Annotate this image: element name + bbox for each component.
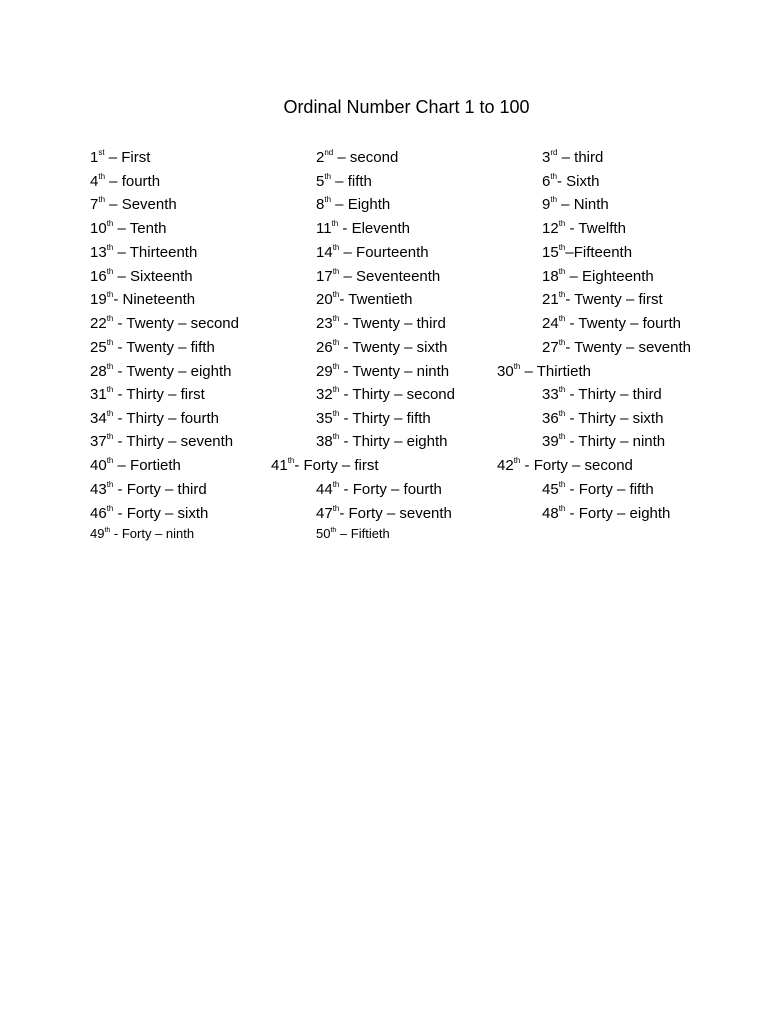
ordinal-number: 22 [90,315,107,332]
ordinal-number: 7 [90,196,99,213]
ordinal-number: 9 [542,196,551,213]
ordinal-entry [542,314,681,334]
ordinal-word: – fifth [331,173,372,190]
ordinal-word: – Fourteenth [339,244,429,261]
ordinal-word: - Nineteenth [113,291,196,308]
ordinal-number: 21 [542,291,559,308]
ordinal-suffix: th [104,526,111,534]
ordinal-suffix: th [106,432,114,441]
ordinal-word: - Twenty – seventh [565,339,691,356]
ordinal-number: 43 [90,481,107,498]
ordinal-suffix: th [106,385,114,394]
ordinal-word: – second [333,149,399,166]
ordinal-word: - Forty – eighth [565,505,671,522]
ordinal-word: - Twenty – sixth [339,339,448,356]
ordinal-entry [542,219,626,239]
chart-row [0,524,768,546]
ordinal-entry [90,338,215,358]
ordinal-entry [90,362,231,382]
ordinal-word: - Twenty – eighth [113,363,232,380]
ordinal-word: – Fiftieth [336,526,390,541]
ordinal-number: 47 [316,505,333,522]
ordinal-suffix: th [106,314,114,323]
ordinal-suffix: th [106,504,114,513]
chart-row [0,267,768,289]
ordinal-suffix: th [106,267,114,276]
chart-row [0,338,768,360]
ordinal-suffix: th [332,504,340,513]
ordinal-suffix: th [106,456,114,465]
ordinal-suffix: th [106,338,114,347]
ordinal-suffix: th [558,409,566,418]
ordinal-number: 25 [90,339,107,356]
ordinal-suffix: th [332,338,340,347]
ordinal-entry [316,409,431,429]
ordinal-suffix: th [106,362,114,371]
ordinal-suffix: th [330,526,337,534]
ordinal-entry [90,219,166,239]
ordinal-word: - Forty – fifth [565,481,654,498]
ordinal-word: - Twenty – third [339,315,446,332]
ordinal-suffix: th [106,409,114,418]
ordinal-entry [316,338,447,358]
ordinal-number: 35 [316,410,333,427]
ordinal-suffix: th [287,456,295,465]
ordinal-number: 42 [497,457,514,474]
chart-row [0,243,768,265]
ordinal-suffix: th [332,409,340,418]
ordinal-suffix: th [558,338,566,347]
ordinal-number: 15 [542,244,559,261]
ordinal-suffix: th [332,362,340,371]
ordinal-word: - Twenty – first [565,291,663,308]
ordinal-suffix: st [98,148,105,157]
ordinal-word: - Forty – seventh [339,505,452,522]
chart-row [0,219,768,241]
ordinal-number: 26 [316,339,333,356]
ordinal-word: - Thirty – ninth [565,433,666,450]
ordinal-entry [316,524,390,544]
ordinal-suffix: th [324,195,332,204]
ordinal-suffix: th [332,480,340,489]
ordinal-number: 8 [316,196,325,213]
ordinal-entry [316,243,429,263]
ordinal-number: 5 [316,173,325,190]
ordinal-entry [90,172,160,192]
ordinal-suffix: th [332,314,340,323]
ordinal-entry [90,456,181,476]
ordinal-entry [542,480,654,500]
ordinal-word: - Thirty – sixth [565,410,664,427]
ordinal-suffix: th [558,314,566,323]
ordinal-word: - Forty – fourth [339,481,442,498]
ordinal-word: - Twenty – fifth [113,339,215,356]
ordinal-word: – Fortieth [113,457,181,474]
ordinal-number: 32 [316,386,333,403]
chart-row [0,314,768,336]
ordinal-number: 14 [316,244,333,261]
ordinal-suffix: th [513,362,521,371]
ordinal-suffix: rd [550,148,558,157]
ordinal-number: 6 [542,173,551,190]
ordinal-word: - Forty – third [113,481,207,498]
ordinal-entry [542,290,663,310]
chart-row [0,456,768,478]
chart-row [0,362,768,384]
ordinal-word: - Twelfth [565,220,626,237]
ordinal-suffix: th [558,432,566,441]
ordinal-entry [316,504,452,524]
ordinal-entry [497,362,591,382]
ordinal-suffix: th [332,267,340,276]
ordinal-number: 30 [497,363,514,380]
ordinal-entry [542,243,632,263]
ordinal-entry [90,314,239,334]
ordinal-number: 4 [90,173,99,190]
chart-row [0,195,768,217]
ordinal-entry [542,338,691,358]
ordinal-suffix: th [550,195,558,204]
ordinal-suffix: th [332,385,340,394]
ordinal-number: 41 [271,457,288,474]
ordinal-number: 27 [542,339,559,356]
ordinal-word: - Forty – ninth [110,526,195,541]
ordinal-entry [90,524,194,544]
chart-row [0,290,768,312]
ordinal-number: 31 [90,386,107,403]
ordinal-entry [271,456,379,476]
ordinal-word: –Fifteenth [565,244,633,261]
ordinal-number: 50 [316,526,331,541]
chart-row [0,480,768,502]
ordinal-word: - Forty – first [294,457,379,474]
ordinal-word: - Forty – sixth [113,505,209,522]
ordinal-suffix: th [558,267,566,276]
ordinal-number: 17 [316,268,333,285]
ordinal-number: 10 [90,220,107,237]
ordinal-word: - Thirty – third [565,386,662,403]
ordinal-entry [316,362,449,382]
ordinal-suffix: th [106,219,114,228]
ordinal-number: 40 [90,457,107,474]
ordinal-number: 45 [542,481,559,498]
ordinal-suffix: th [324,172,332,181]
ordinal-suffix: th [98,195,106,204]
ordinal-entry [316,148,398,168]
ordinal-word: - Twentieth [339,291,413,308]
ordinal-entry [90,243,197,263]
ordinal-word: - Thirty – fifth [339,410,431,427]
ordinal-number: 39 [542,433,559,450]
chart-row [0,148,768,170]
ordinal-entry [542,195,609,215]
ordinal-word: – Ninth [557,196,609,213]
ordinal-word: - Twenty – fourth [565,315,681,332]
ordinal-number: 34 [90,410,107,427]
ordinal-suffix: th [558,480,566,489]
ordinal-entry [90,290,195,310]
ordinal-entry [316,480,442,500]
ordinal-suffix: th [332,432,340,441]
ordinal-suffix: th [98,172,106,181]
ordinal-number: 44 [316,481,333,498]
page-title: Ordinal Number Chart 1 to 100 [283,97,530,117]
ordinal-word: – Sixteenth [113,268,193,285]
ordinal-number: 46 [90,505,107,522]
ordinal-number: 11 [316,220,332,237]
ordinal-entry [316,432,447,452]
ordinal-number: 24 [542,315,559,332]
ordinal-number: 23 [316,315,333,332]
ordinal-number: 19 [90,291,107,308]
ordinal-word: - Thirty – fourth [113,410,219,427]
ordinal-number: 2 [316,149,325,166]
chart-row [0,385,768,407]
ordinal-number: 48 [542,505,559,522]
ordinal-entry [542,409,663,429]
ordinal-word: - Eleventh [338,220,410,237]
chart-row [0,504,768,526]
ordinal-suffix: th [558,504,566,513]
chart-row [0,172,768,194]
ordinal-number: 13 [90,244,107,261]
ordinal-number: 49 [90,526,105,541]
ordinal-entry [316,172,372,192]
ordinal-suffix: nd [324,148,334,157]
ordinal-word: - Thirty – first [113,386,205,403]
ordinal-suffix: th [332,243,340,252]
ordinal-entry [542,504,670,524]
ordinal-word: – Eighteenth [565,268,654,285]
ordinal-number: 16 [90,268,107,285]
ordinal-suffix: th [106,243,114,252]
ordinal-word: - Thirty – second [339,386,455,403]
ordinal-entry [90,504,208,524]
ordinal-word: – fourth [105,173,161,190]
ordinal-number: 12 [542,220,559,237]
ordinal-number: 1 [90,149,99,166]
ordinal-number: 18 [542,268,559,285]
ordinal-entry [316,290,412,310]
ordinal-number: 28 [90,363,107,380]
ordinal-entry [542,172,600,192]
ordinal-entry [316,314,446,334]
ordinal-entry [542,267,654,287]
ordinal-word: – Eighth [331,196,391,213]
ordinal-entry [316,385,455,405]
ordinal-suffix: th [558,219,566,228]
ordinal-word: - Twenty – ninth [339,363,450,380]
ordinal-entry [90,409,219,429]
ordinal-word: – Tenth [113,220,167,237]
ordinal-entry [90,195,177,215]
ordinal-word: – First [104,149,151,166]
ordinal-entry [90,267,193,287]
ordinal-number: 36 [542,410,559,427]
ordinal-number: 29 [316,363,333,380]
ordinal-entry [542,432,665,452]
ordinal-word: – Thirteenth [113,244,198,261]
ordinal-entry [90,385,205,405]
chart-row [0,409,768,431]
ordinal-word: - Sixth [557,173,600,190]
ordinal-number: 37 [90,433,107,450]
ordinal-word: - Thirty – seventh [113,433,234,450]
ordinal-suffix: th [513,456,521,465]
ordinal-number: 20 [316,291,333,308]
ordinal-suffix: th [331,219,339,228]
ordinal-number: 33 [542,386,559,403]
ordinal-number: 38 [316,433,333,450]
ordinal-entry [316,267,440,287]
ordinal-word: - Twenty – second [113,315,239,332]
ordinal-word: – Seventh [105,196,177,213]
ordinal-entry [542,148,603,168]
ordinal-word: – Thirtieth [520,363,591,380]
ordinal-entry [316,219,410,239]
ordinal-word: – Seventeenth [339,268,441,285]
ordinal-entry [90,480,207,500]
ordinal-entry [316,195,390,215]
ordinal-suffix: th [558,290,566,299]
ordinal-entry [497,456,633,476]
ordinal-suffix: th [558,385,566,394]
ordinal-entry [542,385,662,405]
ordinal-number: 3 [542,149,551,166]
ordinal-suffix: th [332,290,340,299]
ordinal-word: - Forty – second [520,457,633,474]
ordinal-suffix: th [550,172,558,181]
chart-row [0,432,768,454]
ordinal-suffix: th [558,243,566,252]
ordinal-word: - Thirty – eighth [339,433,448,450]
ordinal-suffix: th [106,290,114,299]
ordinal-suffix: th [106,480,114,489]
ordinal-entry [90,148,150,168]
ordinal-word: – third [557,149,604,166]
ordinal-entry [90,432,233,452]
